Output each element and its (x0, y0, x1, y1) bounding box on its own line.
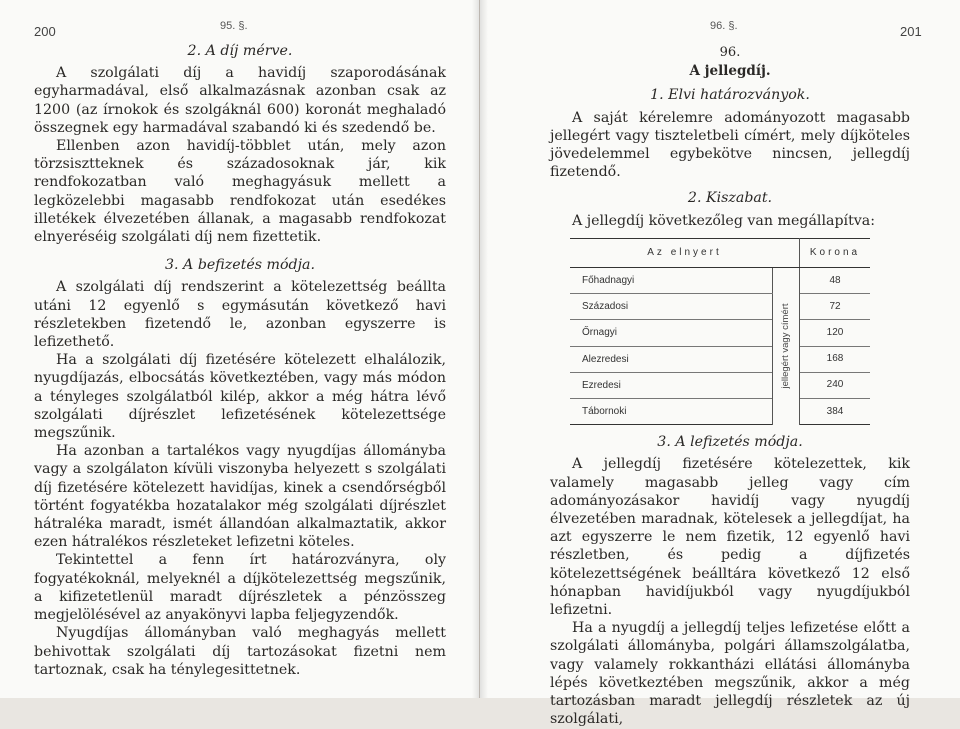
amount-cell: 168 (800, 346, 871, 372)
right-page-content (550, 42, 910, 729)
amount-cell: 240 (800, 372, 871, 398)
paragraph: A jellegdíj következőleg van megállapítva: (572, 212, 876, 229)
section-title: 3. A lefizetés módja. (657, 434, 803, 451)
paragraph: Ha azonban a tartalékos vagy nyugdíjas állományba vagy a szolgálaton kívüli viszonyba helyezett s szolgálati díj fizetésére kötelezett havidíjas, kinek a csendőrségből történt fogyatékba hozatalakor még szolgálati díjrészlet hátraléka maradt, ismét állandóan alkalmaztatik, akkor ezen hátralékos részleteket lefizetni köteles. (34, 443, 446, 551)
table-row (570, 399, 870, 425)
right-running-head: 96. §. (710, 20, 738, 32)
section-title: 2. A díj mérve. (187, 43, 293, 59)
paragraph: Ha a nyugdíj a jellegdíj teljes lefizetése előtt a szolgálati állományba, polgári államszolgálatba, vagy valamely rokkantházi ellátási állományba lépés következtében megszűnik, akkor a még tartozásban maradt jellegdíj részletek az új szolgálati, (550, 620, 910, 728)
left-page (0, 0, 480, 698)
rank-cell: Századosi (570, 294, 773, 320)
amount-cell: 384 (800, 399, 871, 425)
rank-cell: Tábornoki (570, 399, 773, 425)
amount-cell: 120 (800, 320, 871, 346)
left-running-head: 95. §. (220, 20, 248, 32)
paragraph: Tekintettel a fenn írt határozványra, oly fogyatékoknál, melyeknél a díjkötelezettség megszűnik, a kifizetetlenül maradt díjrészletek a pénzösszeg megjelölésével az anyakönyvi lapba feljegyzendők. (34, 552, 446, 624)
table-row (570, 268, 870, 294)
section-title: 3. A befizetés módja. (165, 257, 315, 274)
table-row (570, 294, 870, 320)
paragraph: A jellegdíj fizetésére kötelezettek, kik valamely magasabb jelleg vagy cím adományozásakor havidíj vagy nyugdíj élvezetében maradnak, kötelesek a jellegdíjat, ha azt egyszerre le nem fizetik, 12 egyenlő havi részletben, és pedig a díjfizetés kötelezettségének beálltára következő 12 első hónapban havidíjukból vagy nyugdíjukból lefizetni. (550, 456, 910, 619)
rate-table (570, 238, 870, 425)
chapter-number: 96. (719, 45, 741, 60)
table-row (570, 346, 870, 372)
amount-cell: 72 (800, 294, 871, 320)
paragraph: A szolgálati díj rendszerint a kötelezettség beállta utáni 12 egyenlő s egymásután következő havi részletekben fizetendő le, azonban egyszerre is lefizethető. (34, 279, 446, 351)
paragraph: A saját kérelemre adományozott magasabb jellegért vagy tiszteletbeli címért, mely díjköteles jövedelemmel egybekötve nincsen, jellegdíj fizetendő. (550, 109, 910, 181)
column-header-amount: Korona (800, 238, 871, 267)
table-row (570, 372, 870, 398)
paragraph: A szolgálati díj a havidíj szaporodásának egyharmadával, első alkalmazásnak azonban csak az 1200 (az írnokok és szolgáknál 600) koronát meghaladó összegnek egy harmadával szabandó ki és szedendő be. (34, 65, 446, 136)
column-header-rank: Az elnyert (570, 238, 800, 267)
section-title: 1. Elvi határozványok. (650, 87, 810, 104)
table-header-row (570, 238, 870, 267)
right-page-number: 201 (900, 24, 922, 39)
vertical-label: jellegért vagy címért (779, 303, 791, 389)
left-page-content (34, 40, 446, 679)
vertical-label-cell (773, 268, 800, 425)
rank-cell: Ezredesi (570, 372, 773, 398)
paragraph: Ha a szolgálati díj fizetésére kötelezett elhalálozik, nyugdíjazás, elbocsátás következtében, vagy más módon a tényleges szolgálatból kilép, akkor a még hátra lévő szolgálati díjrészlet lefizetésének kötelezettsége megszűnik. (34, 352, 446, 442)
table-row (570, 320, 870, 346)
paragraph: Ellenben azon havidíj-többlet után, mely azon törzsisztteknek és századosoknak jár, kik rendfokozatban való meghagyásuk mellett a legközelebbi magasabb rendfokozat után esedékes illetékek élvezetében állanak, a magasabb rendfokozat elnyeréséig szolgálati díj nem fizettetik. (34, 138, 446, 246)
amount-cell: 48 (800, 268, 871, 294)
rank-cell: Főhadnagyi (570, 268, 773, 294)
rank-cell: Alezredesi (570, 346, 773, 372)
section-title: 2. Kiszabat. (687, 190, 773, 207)
rank-cell: Őrnagyi (570, 320, 773, 346)
left-page-number: 200 (34, 24, 56, 39)
paragraph: Nyugdíjas állományban való meghagyás mellett behivottak szolgálati díj tartozásokat fizetni nem tartoznak, csak ha ténylegesittetnek. (34, 625, 446, 678)
rate-table-wrapper (570, 238, 870, 425)
chapter-title: A jellegdíj. (689, 63, 771, 80)
